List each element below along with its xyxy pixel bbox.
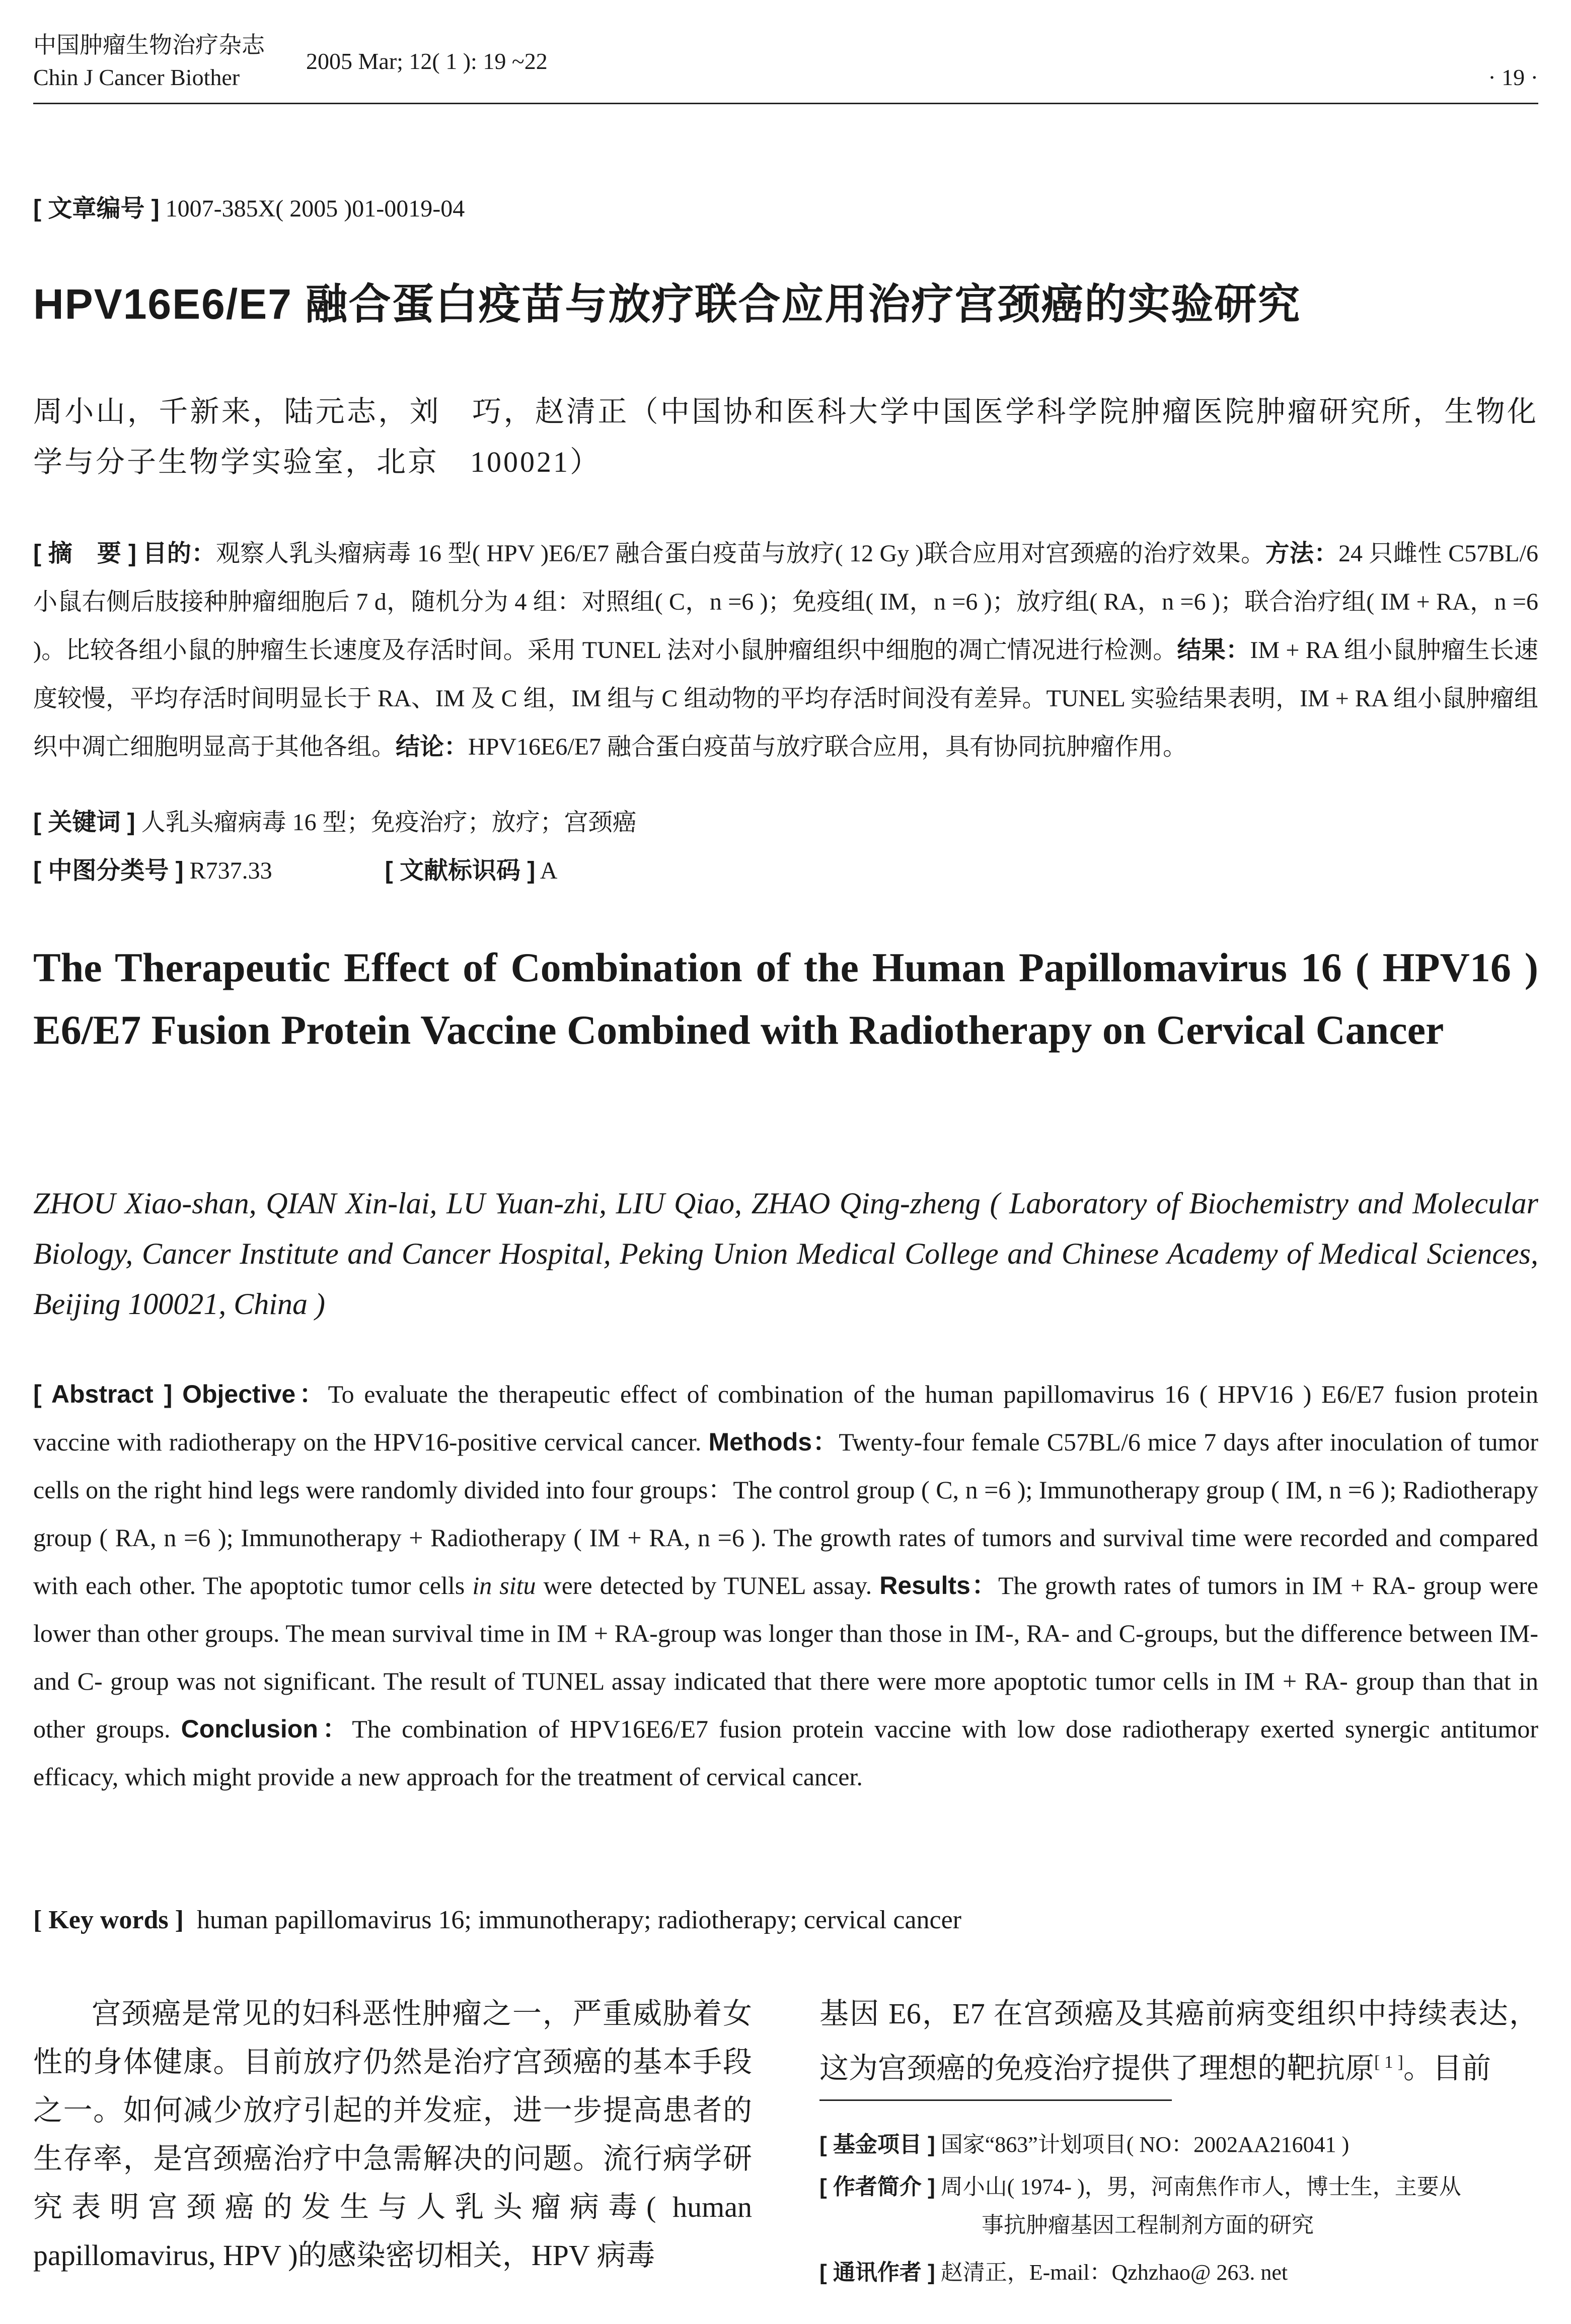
methods-en-label: Methods： bbox=[708, 1428, 839, 1456]
article-number bbox=[33, 191, 1538, 227]
keywords-cn-label: [ 关键词 ] bbox=[33, 809, 135, 836]
abstract-chinese bbox=[33, 530, 1538, 771]
doc-code-value: A bbox=[540, 857, 558, 884]
abstract-en-label: [ Abstract ] bbox=[33, 1380, 173, 1408]
methods-en-tail: were detected by TUNEL assay. bbox=[543, 1571, 872, 1600]
conclusion-cn-label: 结论： bbox=[396, 734, 469, 760]
in-situ-text: in situ bbox=[472, 1571, 536, 1600]
fund-value: 国家“863”计划项目( NO：2002AA216041 ) bbox=[940, 2132, 1350, 2157]
footnote-correspondence bbox=[819, 2254, 1538, 2292]
article-number-label: [ 文章编号 ] bbox=[33, 195, 160, 222]
abstract-english bbox=[33, 1370, 1538, 1801]
corr-value: 赵清正，E-mail：Qzhzhao@ 263. net bbox=[940, 2260, 1288, 2285]
citation-ref: [ 1 ] bbox=[1374, 2052, 1403, 2072]
title-chinese: HPV16E6/E7 融合蛋白疫苗与放疗联合应用治疗宫颈癌的实验研究 bbox=[33, 280, 1301, 328]
header-rule bbox=[33, 103, 1538, 104]
objective-en: To evaluate the therapeutic effect of combination of the human papillomavirus 16 ( HPV16 ) E6/E7 fusion protein vaccine with radiotherapy on the HPV16-positive cervical cancer. bbox=[33, 1380, 1539, 1456]
objective-cn: 观察人乳头瘤病毒 16 型( HPV )E6/E7 融合蛋白疫苗与放疗( 12 Gy )联合应用对宫颈癌的治疗效果。 bbox=[215, 540, 1265, 567]
footnote-author-bio bbox=[819, 2168, 1538, 2244]
methods-cn-label: 方法： bbox=[1265, 540, 1338, 567]
conclusion-en-label: Conclusion： bbox=[181, 1715, 352, 1743]
footnote-fund bbox=[819, 2126, 1538, 2164]
objective-cn-label: 目的： bbox=[142, 540, 216, 567]
issue-info: 2005 Mar; 12( 1 ): 19 ~22 bbox=[306, 48, 548, 74]
bio-line-2: 事抗肿瘤基因工程制剂方面的研究 bbox=[982, 2213, 1314, 2237]
doc-code-label: [ 文献标识码 ] bbox=[385, 857, 536, 884]
footnote-rule bbox=[819, 2099, 1172, 2101]
keywords-cn-value: 人乳头瘤病毒 16 型；免疫治疗；放疗；宫颈癌 bbox=[141, 809, 637, 836]
keywords-en-label: [ Key words ] bbox=[33, 1906, 184, 1934]
page-number: · 19 · bbox=[1488, 64, 1538, 90]
results-cn-label: 结果： bbox=[1177, 637, 1250, 664]
keywords-english bbox=[33, 1896, 1538, 1944]
journal-name-en: Chin J Cancer Biother bbox=[33, 64, 240, 90]
journal-name bbox=[33, 29, 265, 94]
corr-label: [ 通讯作者 ] bbox=[819, 2260, 935, 2285]
conclusion-cn: HPV16E6/E7 融合蛋白疫苗与放疗联合应用，具有协同抗肿瘤作用。 bbox=[468, 734, 1187, 760]
classification bbox=[33, 847, 1538, 895]
methods-cn: 24 只雌性 C57BL/6 小鼠右侧后肢接种肿瘤细胞后 7 d，随机分为 4 组：对照组( C，n =6 )；免疫组( IM，n =6 )；放疗组( RA，n =6 )；联合治疗组( IM + RA，n =6 )。比较各组小鼠的肿瘤生长速度及存活时间。采用 TUNEL 法对小鼠肿瘤组织中细胞的凋亡情况进行检测。 bbox=[33, 540, 1538, 664]
bio-label: [ 作者简介 ] bbox=[819, 2174, 935, 2199]
keywords-en-value: human papillomavirus 16; immunotherapy; radiotherapy; cervical cancer bbox=[196, 1906, 961, 1934]
authors-chinese: 周小山，千新来，陆元志，刘 巧，赵清正（中国协和医科大学中国医学科学院肿瘤医院肿瘤研究所，生物化学与分子生物学实验室，北京 100021） bbox=[33, 395, 1538, 478]
clc-label: [ 中图分类号 ] bbox=[33, 857, 184, 884]
methods-en: Twenty-four female C57BL/6 mice 7 days after inoculation of tumor cells on the right hind legs were randomly divided into four groups：The control group ( C, n =6 ); Immunotherapy group ( IM, n =6 ); Radiotherapy group ( RA, n =6 ); Immunotherapy + Radiotherapy ( IM + RA, n =6 ). The growth rates of tumors and survival time were recorded and compared with each other. The apoptotic tumor cells bbox=[33, 1428, 1538, 1600]
body-right-text: 基因 E6，E7 在宫颈癌及其癌前病变组织中持续表达，这为宫颈癌的免疫治疗提供了理想的靶抗原 bbox=[819, 1997, 1538, 2085]
results-en-label: Results： bbox=[879, 1571, 998, 1600]
results-en: The growth rates of tumors in IM + RA- group were lower than other groups. The mean survival time in IM + RA-group was longer than those in IM-, RA- and C-groups, but the difference between IM- and C- group was not significant. The result of TUNEL assay indicated that there were more apoptotic tumor cells in IM + RA- group than that in other groups. bbox=[33, 1571, 1538, 1743]
authors-english: ZHOU Xiao-shan, QIAN Xin-lai, LU Yuan-zhi, LIU Qiao, ZHAO Qing-zheng ( Laboratory of Biochemistry and Molecular Biology, Cancer Institute and Cancer Hospital, Peking Union Medical College and Chinese Academy of Medical Sciences, Beijing 100021, China ) bbox=[33, 1187, 1538, 1321]
abstract-cn-label: [ 摘 要 ] bbox=[33, 540, 136, 567]
clc-value: R737.33 bbox=[189, 857, 272, 884]
bio-line-1: 周小山( 1974- )，男，河南焦作市人，博士生，主要从 bbox=[940, 2174, 1461, 2199]
objective-en-label: Objective： bbox=[182, 1380, 328, 1408]
keywords-chinese bbox=[33, 798, 1538, 847]
journal-name-cn: 中国肿瘤生物治疗杂志 bbox=[33, 32, 265, 58]
results-cn: IM + RA 组小鼠肿瘤生长速度较慢，平均存活时间明显长于 RA、IM 及 C 组，IM 组与 C 组动物的平均存活时间没有差异。TUNEL 实验结果表明，IM + RA 组小鼠肿瘤组织中凋亡细胞明显高于其他各组。 bbox=[33, 637, 1538, 760]
body-right-tail: 。目前 bbox=[1403, 2052, 1491, 2085]
body-right-column bbox=[819, 1990, 1538, 2092]
body-left-column: 宫颈癌是常见的妇科恶性肿瘤之一，严重威胁着女性的身体健康。目前放疗仍然是治疗宫颈癌的基本手段之一。如何减少放疗引起的并发症，进一步提高患者的生存率，是宫颈癌治疗中急需解决的问题。流行病学研究表明宫颈癌的发生与人乳头瘤病毒( human papillomavirus, HPV )的感染密切相关，HPV 病毒 bbox=[33, 1997, 752, 2272]
article-number-value: 1007-385X( 2005 )01-0019-04 bbox=[165, 195, 465, 222]
fund-label: [ 基金项目 ] bbox=[819, 2132, 935, 2157]
conclusion-en: The combination of HPV16E6/E7 fusion protein vaccine with low dose radiotherapy exerted synergic antitumor efficacy, which might provide a new approach for the treatment of cervical cancer. bbox=[33, 1715, 1539, 1791]
paper-page bbox=[33, 0, 1538, 2324]
title-english: The Therapeutic Effect of Combination of the Human Papillomavirus 16 ( HPV16 ) E6/E7 Fusion Protein Vaccine Combined with Radiotherapy on Cervical Cancer bbox=[33, 945, 1538, 1053]
